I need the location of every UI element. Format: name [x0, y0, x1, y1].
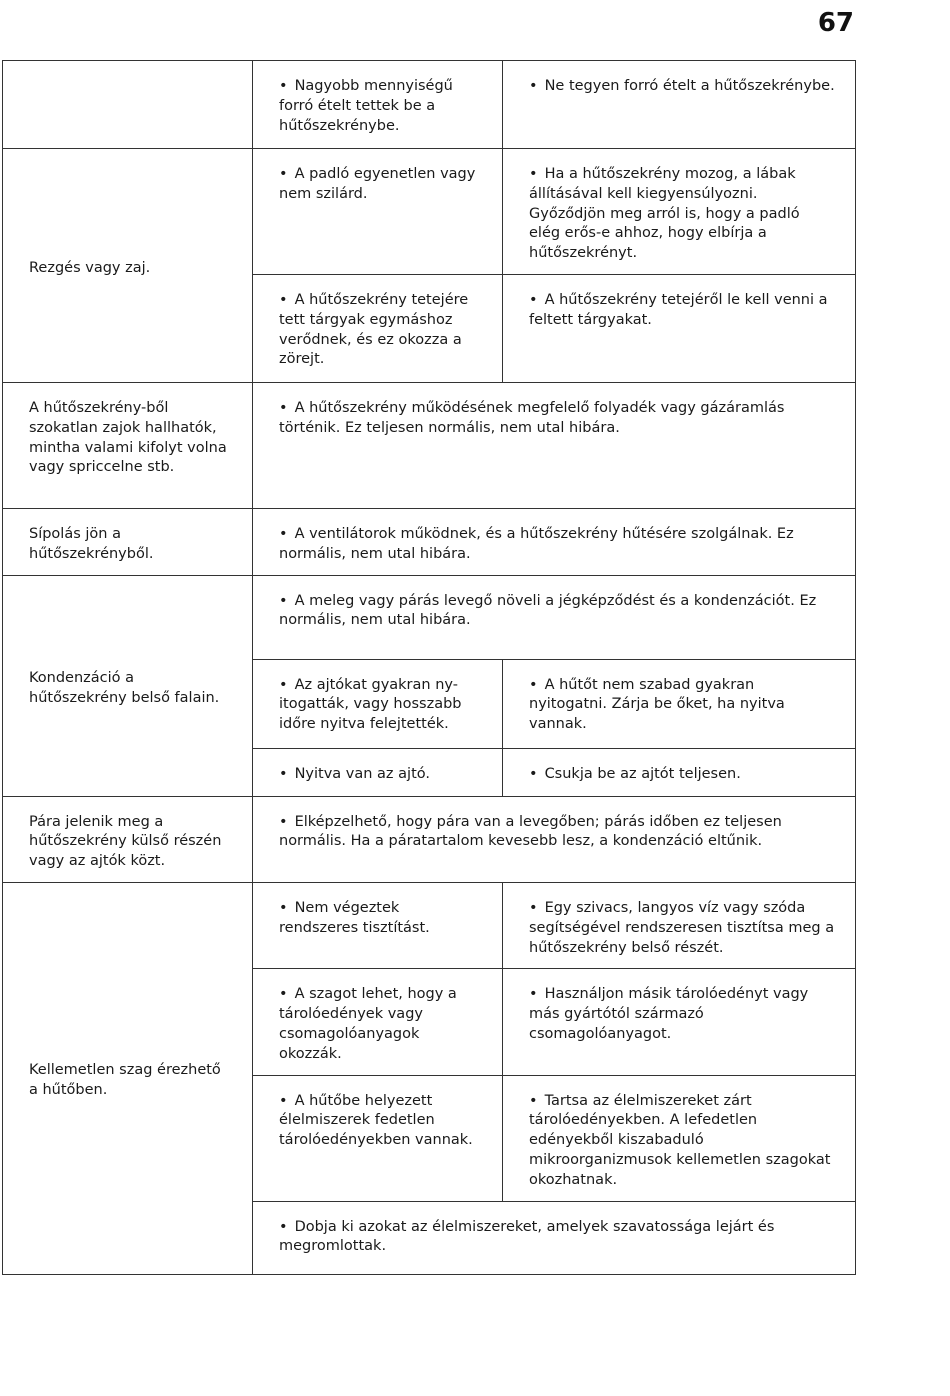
cause-cell: [253, 969, 503, 1075]
solution-cell: [503, 1075, 856, 1201]
solution-text: Csukja be az ajtót teljesen.: [544, 765, 741, 782]
cause-cell: [253, 659, 503, 748]
table-row: [3, 796, 856, 882]
bullet: •: [279, 765, 288, 782]
bullet: •: [529, 899, 538, 916]
cause-text: Az ajtókat gyakran ny-itogatták, vagy hosszabb időre nyitva felejtették.: [279, 676, 462, 733]
solution-cell: [503, 275, 856, 383]
bullet: •: [529, 676, 538, 693]
info-cell: [253, 509, 856, 576]
solution-text: Tartsa az élelmiszereket zárt tárolóedényekben. A lefedetlen edényekből kiszabaduló mikroorganizmusok kellemetlen szagokat okozhatnak.: [529, 1092, 831, 1188]
cause-text: A szagot lehet, hogy a tárolóedények vagy csomagolóanyagok okozzák.: [279, 986, 457, 1062]
cause-cell: [253, 275, 503, 383]
table-row: [3, 575, 856, 659]
cause-cell: [253, 149, 503, 275]
solution-text: Ne tegyen forró ételt a hűtőszekrénybe.: [544, 78, 835, 94]
solution-cell: [503, 149, 856, 275]
solution-cell: [503, 969, 856, 1075]
bullet: •: [279, 676, 288, 693]
bullet: •: [529, 78, 538, 94]
bullet: •: [529, 986, 538, 1003]
bullet: •: [529, 166, 538, 182]
problem-cell: Rezgés vagy zaj.: [3, 149, 253, 383]
solution-cell: [503, 748, 856, 796]
bullet: •: [279, 813, 288, 830]
table-row: [3, 61, 856, 149]
bullet: •: [529, 292, 538, 308]
problem-cell: Sípolás jön a hűtőszekrényből.: [3, 509, 253, 576]
solution-text: Használjon másik tárolóedényt vagy más gyártótól származó csomagolóanyagot.: [529, 986, 809, 1042]
solution-cell: [503, 61, 856, 149]
info-cell: [253, 1201, 856, 1274]
problem-cell: A hűtőszekrény-ből szokatlan zajok hallhatók, mintha valami kifolyt volna vagy spriccelne stb.: [3, 383, 253, 509]
cause-cell: [253, 1075, 503, 1201]
info-cell: [253, 383, 856, 509]
cause-text: Nagyobb mennyiségű forró ételt tettek be a hűtőszekrénybe.: [279, 78, 453, 134]
bullet: •: [279, 986, 288, 1003]
solution-text: Ha a hűtőszekrény mozog, a lábak állításával kell kiegyensúlyozni. Győződjön meg arról is, hogy a padló elég erős-e ahhoz, hogy elbírja a hűtőszekrényt.: [529, 166, 800, 262]
info-cell: [253, 575, 856, 659]
cause-cell: [253, 748, 503, 796]
cause-cell: [253, 882, 503, 968]
bullet: •: [529, 1092, 538, 1109]
bullet: •: [279, 899, 288, 916]
solution-text: A hűtőt nem szabad gyakran nyitogatni. Zárja be őket, ha nyitva vannak.: [529, 676, 785, 733]
info-text: A ventilátorok működnek, és a hűtőszekrény hűtésére szolgálnak. Ez normális, nem utal hibára.: [279, 526, 794, 562]
solution-cell: [503, 882, 856, 968]
bullet: •: [279, 400, 288, 416]
cause-cell: [253, 61, 503, 149]
table-row: [3, 383, 856, 509]
info-text: Dobja ki azokat az élelmiszereket, amelyek szavatossága lejárt és megromlottak.: [279, 1218, 775, 1255]
bullet: •: [279, 166, 288, 182]
solution-cell: [503, 659, 856, 748]
problem-cell: Kondenzáció a hűtőszekrény belső falain.: [3, 575, 253, 796]
bullet: •: [279, 78, 288, 94]
cause-text: A hűtőszekrény tetejére tett tárgyak egymáshoz verődnek, és ez okozza a zörejt.: [279, 292, 469, 368]
bullet: •: [529, 765, 538, 782]
cause-text: Nyitva van az ajtó.: [294, 765, 430, 782]
bullet: •: [279, 1218, 288, 1235]
bullet: •: [279, 292, 288, 308]
problem-cell: [3, 61, 253, 149]
table-row: [3, 509, 856, 576]
info-text: A hűtőszekrény működésének megfelelő folyadék vagy gázáramlás történik. Ez teljesen normális, nem utal hibára.: [279, 400, 785, 436]
cause-text: A hűtőbe helyezett élelmiszerek fedetlen tárolóedényekben vannak.: [279, 1092, 473, 1149]
bullet: •: [279, 526, 288, 542]
table-row: [3, 149, 856, 275]
table-row: [3, 882, 856, 968]
cause-text: A padló egyenetlen vagy nem szilárd.: [279, 166, 476, 202]
info-cell: [253, 796, 856, 882]
solution-text: A hűtőszekrény tetejéről le kell venni a feltett tárgyakat.: [529, 292, 828, 328]
problem-cell: Pára jelenik meg a hűtőszekrény külső részén vagy az ajtók közt.: [3, 796, 253, 882]
troubleshooting-table: [2, 60, 856, 1275]
info-text: Elképzelhető, hogy pára van a levegőben; párás időben ez teljesen normális. Ha a páratartalom kevesebb lesz, a kondenzáció eltűnik.: [279, 813, 782, 850]
problem-cell: Kellemetlen szag érezhető a hűtőben.: [3, 882, 253, 1274]
bullet: •: [279, 592, 288, 609]
info-text: A meleg vagy párás levegő növeli a jégképződést és a kondenzációt. Ez normális, nem utal hibára.: [279, 592, 817, 629]
page-number: 67: [817, 8, 854, 38]
solution-text: Egy szivacs, langyos víz vagy szóda segítségével rendszeresen tisztítsa meg a hűtőszekrény belső részét.: [529, 899, 835, 956]
bullet: •: [279, 1092, 288, 1109]
cause-text: Nem végeztek rendszeres tisztítást.: [279, 899, 430, 936]
